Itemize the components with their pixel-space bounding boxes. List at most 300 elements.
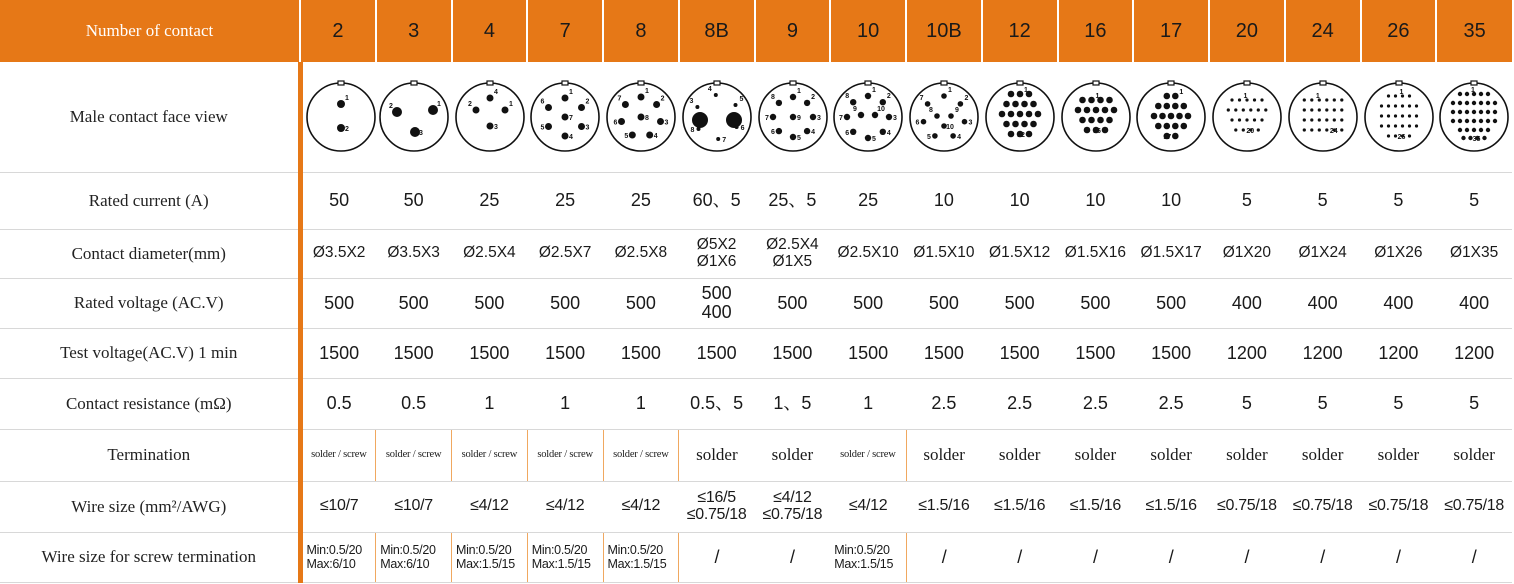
termination-cell-35: solder [1436,429,1512,481]
cell-line: 500 [1156,292,1187,313]
contact-pin [1458,92,1462,96]
screw-wire-size-row [0,532,1512,582]
contact-pin [337,124,345,132]
contact-pin [1414,104,1417,107]
test-voltage-ac-v-1-min-cell-3: 1500 [376,328,452,378]
contact-pin [1238,118,1241,121]
pin-label: 7 [569,114,574,122]
contact-resistance-m--cell-10: 1 [830,378,906,429]
rated-current-row [0,172,1512,229]
row-label-number-of-contact: Number of contact [0,0,300,62]
rated-voltage-ac-v--cell-8b [679,278,755,328]
contact-pin [1172,132,1179,139]
contact-pin [734,125,738,129]
cell-line: ≤10/7 [394,497,433,515]
pin-label: 5 [540,124,545,132]
pin-label: 1 [645,87,649,95]
contact-pin [1025,110,1032,117]
wire-size-for-screw-termination-cell-4 [452,532,528,582]
connector-face-8-icon [603,79,679,155]
contact-pin [337,100,345,108]
pin-label: 9 [853,105,858,113]
rated-voltage-ac-v--cell-8 [603,278,679,328]
pin-label: 2 [737,117,742,125]
wire-size-mm-awg--cell-8 [603,481,679,532]
key-notch [1093,81,1099,85]
header-contact-9: 9 [755,0,831,62]
contact-pin [1181,122,1188,129]
contact-diameter-mm--cell-10b [906,229,982,278]
contact-pin [1155,102,1162,109]
pin-label: 3 [689,97,694,105]
contact-pin [1379,104,1382,107]
cell-line: Min:0.5/20 [380,542,436,557]
contact-pin [696,127,700,131]
pin-label: 1 [948,86,952,94]
header-contact-2: 2 [300,0,376,62]
header-contact-12: 12 [982,0,1058,62]
pin-label: 2 [887,92,892,100]
contact-pin [1151,112,1158,119]
contact-pin [578,104,585,111]
contact-pin [1012,120,1019,127]
contact-pin [1097,116,1104,123]
test-voltage-ac-v-1-min-cell-4: 1500 [452,328,528,378]
wire-size-for-screw-termination-cell-35 [1436,532,1512,582]
contact-diameter-mm--cell-20 [1209,229,1285,278]
contact-pin [622,101,629,108]
contact-pin [1472,119,1476,123]
termination-cell-8b: solder [679,429,755,481]
contact-pin [1083,126,1090,133]
wire-size-for-screw-termination-cell-10b [906,532,982,582]
connector-face-8b-icon [679,79,755,155]
contact-pin [695,105,699,109]
test-voltage-ac-v-1-min-cell-10: 1500 [830,328,906,378]
wire-size-mm-awg--cell-20 [1209,481,1285,532]
contact-pin [1310,98,1313,101]
row-label-rated-current: Rated current (A) [0,172,300,229]
cell-line: ≤4/12 [848,497,888,515]
pin-label: 8 [645,114,649,122]
wire-size-mm-awg--cell-4 [452,481,528,532]
face-view-row [0,62,1512,172]
connector-face-2-icon [303,79,376,155]
cell-line: Ø2.5X4 [463,244,516,262]
termination-cell-10: solder / screw [830,429,906,481]
cell-line: Max:1.5/15 [456,557,515,571]
row-label-contact-diameter: Contact diameter(mm) [0,229,300,278]
row-label-contact-resistance: Contact resistance (mΩ) [0,378,300,429]
key-notch [1320,81,1326,85]
cell-line: Ø2.5X8 [614,244,668,262]
pin-label: 7 [721,136,726,144]
wire-size-for-screw-termination-cell-17 [1133,532,1209,582]
pin-label: 3 [493,123,498,131]
contact-resistance-m--cell-9: 1、5 [755,378,831,429]
test-voltage-ac-v-1-min-cell-24: 1200 [1285,328,1361,378]
connector-shell [456,83,524,151]
contact-pin [1451,119,1455,123]
face-view-35 [1436,62,1512,172]
contact-pin [1483,136,1487,140]
contact-diameter-mm--cell-12 [982,229,1058,278]
cell-line: / [1017,546,1022,567]
connector-shell [307,83,375,151]
contact-diameter-mm--cell-35 [1436,229,1512,278]
contact-resistance-m--cell-8b: 0.5、5 [679,378,755,429]
contact-pin [880,128,886,134]
wire-size-for-screw-termination-cell-3 [376,532,452,582]
cell-line: Ø2.5X7 [538,244,592,262]
pin-label: 6 [845,129,850,137]
contact-diameter-mm--cell-26 [1361,229,1437,278]
cell-line: ≤16/5 [697,488,736,506]
key-notch [865,81,871,85]
pin-label: 2 [810,93,815,101]
cell-line: Max:6/10 [380,557,430,571]
pin-label: 2 [660,95,665,103]
contact-pin [1332,108,1335,111]
pin-label: 8 [845,92,850,100]
pin-label: 3 [968,119,973,127]
row-label-rated-voltage: Rated voltage (AC.V) [0,278,300,328]
contact-pin [803,99,809,105]
contact-pin [775,128,781,134]
contact-pin [1016,110,1023,117]
contact-pin [1493,119,1497,123]
face-view-12 [982,62,1058,172]
cell-line: 400 [1307,292,1338,313]
cell-line: ≤0.75/18 [1368,497,1429,515]
wire-size-mm-awg--cell-16 [1058,481,1134,532]
contact-pin [486,122,493,129]
cell-line: ≤4/12 [545,497,585,515]
wire-size-mm-awg--cell-10b [906,481,982,532]
contact-pin [562,94,569,101]
contact-resistance-m--cell-16: 2.5 [1058,378,1134,429]
contact-pin [1012,100,1019,107]
termination-cell-3: solder / screw [376,429,452,481]
contact-pin [775,99,781,105]
rated-voltage-ac-v--cell-12 [982,278,1058,328]
pin-label: 3 [664,119,669,127]
test-voltage-ac-v-1-min-cell-8: 1500 [603,328,679,378]
face-view-10b [906,62,982,172]
cell-line: 500 [550,292,581,313]
cell-line: / [1093,546,1098,567]
contact-resistance-m--cell-35: 5 [1436,378,1512,429]
contact-resistance-m--cell-20: 5 [1209,378,1285,429]
connector-shell [380,83,448,151]
contact-pin [1155,122,1162,129]
header-contact-4: 4 [452,0,528,62]
pin-label: 2 [388,102,393,110]
contact-resistance-row [0,378,1512,429]
wire-size-for-screw-termination-cell-7 [527,532,603,582]
cell-line: / [941,546,947,567]
contact-diameter-mm--cell-3 [376,229,452,278]
contact-pin [1465,119,1469,123]
connector-face-26-icon [1361,79,1437,155]
pin-label: 7 [617,95,622,103]
contact-pin [941,93,947,99]
contact-pin [1181,102,1188,109]
contact-pin [803,128,809,134]
contact-diameter-mm--cell-9 [755,229,831,278]
pin-label: 1 [796,87,801,95]
connector-shell [1289,83,1357,151]
contact-pin [850,128,856,134]
contact-pin [789,94,795,100]
contact-pin [1479,101,1483,105]
header-row [0,0,1512,62]
cell-line: 500 [701,283,732,304]
cell-line: Ø1.5X12 [989,244,1051,262]
contact-pin [1106,116,1113,123]
cell-line: Ø1.5X17 [1140,244,1202,262]
contact-pin [1414,114,1417,117]
pin-label: 4 [810,128,815,136]
contact-pin [809,114,815,120]
pin-label: 5 [796,134,801,142]
pin-label: 7 [839,114,844,122]
contact-diameter-mm--cell-7 [527,229,603,278]
header-contact-24: 24 [1285,0,1361,62]
pin-label: 10 [946,123,954,131]
contact-pin [472,106,479,113]
face-view-3 [376,62,452,172]
contact-pin [1253,98,1256,101]
pin-label: 12 [1016,131,1025,139]
test-voltage-ac-v-1-min-cell-16: 1500 [1058,328,1134,378]
face-view-20 [1209,62,1285,172]
cell-line: 500 [398,292,429,313]
connector-face-16-icon [1058,79,1134,155]
pin-label: 3 [585,124,590,132]
contact-pin [646,131,653,138]
termination-cell-24: solder [1285,429,1361,481]
rated-current-a--cell-10b: 10 [906,172,982,229]
contact-pin [545,123,552,130]
cell-line: ≤4/12 [621,497,661,515]
cell-line: Ø5X2 [696,236,737,254]
pin-label: 1 [1243,92,1248,100]
wire-size-for-screw-termination-cell-9 [755,532,831,582]
cell-line: Ø3.5X3 [387,244,440,262]
rated-current-a--cell-8b: 60、5 [679,172,755,229]
cell-line: Ø1.5X16 [1064,244,1126,262]
contact-pin [934,113,940,119]
cell-line: 400 [1231,292,1262,313]
pin-label: 10 [877,105,886,113]
contact-pin [1257,128,1260,131]
contact-diameter-mm--cell-16 [1058,229,1134,278]
contact-pin [844,114,850,120]
cell-line: ≤4/12 [470,497,509,515]
connector-face-4-icon [452,79,528,155]
contact-pin [1407,124,1410,127]
key-notch [411,81,417,85]
cell-line: 500 [853,292,884,313]
cell-line: Max:1.5/15 [607,557,667,571]
contact-pin [1486,92,1490,96]
contact-pin [1493,101,1497,105]
contact-pin [1245,118,1248,121]
contact-pin [1230,118,1233,121]
contact-pin [1386,114,1389,117]
key-notch [1244,81,1250,85]
rated-voltage-ac-v--cell-24 [1285,278,1361,328]
pin-label: 4 [653,132,658,140]
termination-cell-10b: solder [906,429,982,481]
cell-line: Min:0.5/20 [531,542,588,557]
pin-label: 2 [964,94,969,102]
contact-resistance-m--cell-4: 1 [452,378,528,429]
face-view-17 [1133,62,1209,172]
contact-pin [1110,106,1117,113]
contact-pin [880,99,886,105]
contact-pin [1030,120,1037,127]
contact-pin [1088,116,1095,123]
contact-pin [638,113,645,120]
cell-line: Ø1X35 [1449,244,1499,262]
contact-pin [1164,102,1171,109]
cell-line: 400 [701,302,732,322]
pin-label: 20 [1246,127,1255,135]
contact-pin [714,93,718,97]
cell-line: 500 [625,292,656,313]
contact-resistance-m--cell-12: 2.5 [982,378,1058,429]
key-notch [790,81,796,85]
pin-label: 3 [816,114,821,122]
contact-pin [1486,110,1490,114]
contact-pin [1400,104,1403,107]
connector-shell [910,83,978,151]
contact-pin [653,101,660,108]
termination-cell-9: solder [755,429,831,481]
wire-size-for-screw-termination-cell-8b [679,532,755,582]
contact-pin [1486,101,1490,105]
contact-pin [1164,92,1171,99]
contact-pin [1230,98,1233,101]
contact-pin [1007,130,1014,137]
contact-pin [1393,124,1396,127]
pin-label: 1 [872,86,877,94]
connector-face-17-icon [1133,79,1209,155]
contact-pin [1386,124,1389,127]
header-contact-26: 26 [1361,0,1437,62]
face-view-24 [1285,62,1361,172]
connector-face-10-icon [830,79,906,155]
pin-label: 5 [872,135,877,143]
face-view-9 [755,62,831,172]
contact-pin [1242,108,1245,111]
contact-pin [1159,112,1166,119]
contact-pin [1332,98,1335,101]
pin-label: 8 [929,106,933,114]
contact-pin [1185,112,1192,119]
pin-label: 4 [569,133,574,141]
contact-pin [1030,100,1037,107]
contact-pin [1458,119,1462,123]
cell-line: ≤1.5/16 [1069,497,1121,515]
contact-pin [1486,128,1490,132]
termination-cell-4: solder / screw [452,429,528,481]
test-voltage-ac-v-1-min-cell-2: 1500 [300,328,376,378]
pin-label: 1 [1471,86,1476,94]
pin-label: 8 [770,93,775,101]
cell-line: 400 [1459,292,1490,313]
wire-size-mm-awg--cell-12 [982,481,1058,532]
wire-size-for-screw-termination-cell-10 [830,532,906,582]
contact-pin [1479,92,1483,96]
key-notch [1396,81,1402,85]
pin-label: 1 [508,100,513,108]
pin-label: 6 [540,98,545,106]
contact-pin [1451,101,1455,105]
contact-pin [1407,114,1410,117]
rated-current-a--cell-3: 50 [376,172,452,229]
contact-pin [1465,101,1469,105]
contact-diameter-mm--cell-17 [1133,229,1209,278]
contact-pin [1465,110,1469,114]
rated-voltage-ac-v--cell-10 [830,278,906,328]
cell-line: Max:6/10 [306,557,356,571]
pin-label: 35 [1472,135,1481,143]
contact-pin [1393,104,1396,107]
contact-pin [1393,94,1396,97]
pin-label: 1 [1179,88,1184,96]
face-view-26 [1361,62,1437,172]
contact-pin [1462,136,1466,140]
cell-line: Ø1X20 [1222,244,1271,262]
pin-label: 1 [1399,88,1403,96]
wire-size-for-screw-termination-cell-8 [603,532,679,582]
header-contact-10: 10 [830,0,906,62]
cell-line: / [1168,546,1174,567]
contact-pin [1234,108,1237,111]
connector-face-12-icon [982,79,1058,155]
contact-pin [1257,108,1260,111]
contact-pin [1493,110,1497,114]
rated-current-a--cell-10: 25 [830,172,906,229]
contact-pin [789,134,795,140]
contact-pin [1465,128,1469,132]
contact-pin [1393,114,1396,117]
rated-voltage-ac-v--cell-17 [1133,278,1209,328]
contact-pin [865,93,871,99]
contact-pin [1310,118,1313,121]
pin-label: 24 [1329,127,1338,135]
contact-pin [1260,118,1263,121]
rated-voltage-ac-v--cell-10b [906,278,982,328]
contact-pin [1458,110,1462,114]
termination-cell-8: solder / screw [603,429,679,481]
contact-resistance-m--cell-24: 5 [1285,378,1361,429]
contact-pin [1021,120,1028,127]
contact-pin [716,137,720,141]
cell-line: ≤1.5/16 [994,497,1046,515]
cell-line: Max:1.5/15 [834,557,894,571]
rated-voltage-ac-v--cell-2 [300,278,376,328]
pin-label: 6 [915,119,920,127]
contact-resistance-m--cell-7: 1 [527,378,603,429]
connector-face-9-icon [755,79,831,155]
contact-resistance-m--cell-8: 1 [603,378,679,429]
contact-resistance-m--cell-26: 5 [1361,378,1437,429]
termination-cell-17: solder [1133,429,1209,481]
